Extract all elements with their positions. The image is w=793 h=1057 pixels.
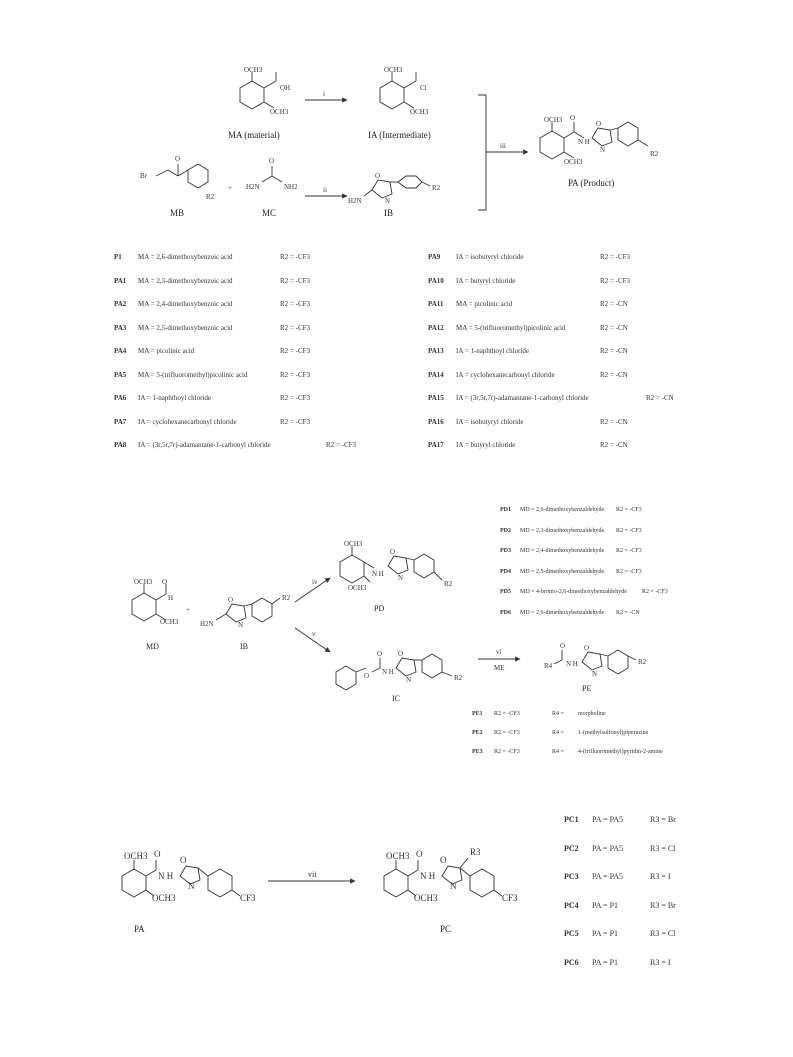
ia-structure xyxy=(380,72,416,109)
compound-id: PA6 xyxy=(114,394,127,402)
compound-r: R2 = -CF3 xyxy=(616,527,642,534)
atom-label: OCH3 xyxy=(414,893,438,903)
compound-pa: PA = P1 xyxy=(592,929,619,938)
compound-r: R2 = -CN xyxy=(600,323,628,332)
step-vii: vii xyxy=(308,870,317,879)
atom-label: R2 xyxy=(432,184,441,192)
atom-label: H2N xyxy=(246,183,260,191)
compound-r3: R3 = Br xyxy=(650,900,676,910)
atom-label: H xyxy=(168,594,174,602)
ib2-structure xyxy=(216,598,280,622)
ib-label: IB xyxy=(384,208,393,218)
compound-r: R2 = -CF3 xyxy=(642,589,668,595)
compound-def: IA = isobutyryl chloride xyxy=(456,417,524,426)
plus: + xyxy=(186,606,190,614)
compound-def: MD = 4-bromo-2,6-dimethoxybenzaldehyde xyxy=(520,589,627,595)
compound-id: PC2 xyxy=(564,843,579,853)
step-v: v xyxy=(312,630,316,638)
compound-def: MD = 2,5-dimethoxybenzaldehyde xyxy=(520,568,605,575)
atom-label: O xyxy=(364,672,370,680)
atom-label: O xyxy=(596,120,602,128)
atom-label: OCH3 xyxy=(270,108,289,116)
compound-r: R2 = -CN xyxy=(600,300,628,308)
step-iii: iii xyxy=(500,142,506,150)
atom-label: OCH3 xyxy=(124,851,148,861)
ic-structure xyxy=(336,654,452,690)
atom-label: OCH3 xyxy=(386,851,410,861)
compound-id: PA5 xyxy=(114,370,127,379)
compound-r4: R4 = xyxy=(552,749,564,755)
compound-def: MA = 2,6-dimethoxybenzoic acid xyxy=(138,253,233,261)
compound-id: PA13 xyxy=(428,347,444,355)
compound-def: MD = 2,6-dimethoxybenzaldehyde xyxy=(520,507,605,513)
compound-def: IA = 1-naphthoyl chloride xyxy=(138,394,211,402)
ma-label: MA (material) xyxy=(228,130,280,140)
compound-r3: R3 = Br xyxy=(650,815,676,824)
compound-id: PA1 xyxy=(114,276,127,285)
compound-def: IA = cyclohexanecarbonyl chloride xyxy=(456,370,555,379)
compound-id: PA10 xyxy=(428,276,444,285)
compound-id: PA15 xyxy=(428,394,444,402)
atom-label: R2 xyxy=(638,658,647,666)
atom-label: O xyxy=(377,650,383,658)
md-label: MD xyxy=(146,642,159,651)
compound-r2: R2 = -CF3 xyxy=(494,749,520,755)
atom-label: O xyxy=(440,855,447,865)
atom-label: O xyxy=(560,642,566,650)
compound-def: IA = cyclohexanecarbonyl chloride xyxy=(138,417,237,426)
ia-label: IA (Intermediate) xyxy=(368,130,431,140)
compound-r3: R3 = I xyxy=(650,872,671,881)
compound-def: MD = 2,3-dimethoxybenzaldehyde xyxy=(520,527,605,534)
mc-label: MC xyxy=(262,208,277,218)
compound-r: R2 = -CN xyxy=(600,370,628,379)
atom-label: O xyxy=(269,157,275,165)
atom-label: R3 xyxy=(470,847,481,857)
ma-structure xyxy=(240,72,276,109)
compound-r: R2 = -CF3 xyxy=(280,323,311,332)
compound-pa: PA = PA5 xyxy=(592,815,624,824)
pa3-label: PA xyxy=(134,924,145,934)
compound-id: PD5 xyxy=(500,589,511,595)
compound-def: IA = 1-naphthoyl chloride xyxy=(456,347,529,355)
compound-id: PA11 xyxy=(428,300,444,308)
compound-id: PC1 xyxy=(564,815,579,824)
compound-id: PC3 xyxy=(564,872,579,881)
atom-label: O xyxy=(390,548,396,556)
atom-label: O xyxy=(570,114,576,122)
compound-id: PD6 xyxy=(500,609,511,616)
compound-r: R2 = -CF3 xyxy=(600,253,631,261)
atom-label: R2 xyxy=(454,674,463,682)
atom-label: O xyxy=(375,172,381,180)
compound-pa: PA = P1 xyxy=(592,957,619,967)
atom-label: O xyxy=(416,849,423,859)
atom-label: R2 xyxy=(206,193,215,201)
step-ii: ii xyxy=(323,186,327,194)
atom-label: N xyxy=(600,146,606,154)
compound-id: PA4 xyxy=(114,347,127,355)
step-vi: vi xyxy=(496,648,502,656)
atom-label: N xyxy=(406,676,412,684)
compound-id: PC4 xyxy=(564,900,579,910)
atom-label: N H xyxy=(420,871,436,881)
atom-label: R2 xyxy=(282,594,291,602)
compound-id: PA12 xyxy=(428,323,444,332)
atom-label: O xyxy=(180,855,187,865)
pc-label: PC xyxy=(440,924,452,934)
compound-r: R2 = -CF3 xyxy=(280,300,311,308)
atom-label: N H xyxy=(158,871,174,881)
compound-pa: PA = P1 xyxy=(592,900,619,910)
compound-def: MA = 2,3-dimethoxybenzoic acid xyxy=(138,276,233,285)
atom-label: O xyxy=(228,596,234,604)
compound-pa: PA = PA5 xyxy=(592,843,624,853)
compound-r: R2 = -CN xyxy=(646,394,674,402)
compound-id: PC6 xyxy=(564,957,579,967)
atom-label: N H xyxy=(578,138,590,146)
atom-label: R2 xyxy=(444,580,453,588)
atom-label: R2 xyxy=(650,150,659,158)
compound-id: PC5 xyxy=(564,929,579,938)
mb-label: MB xyxy=(170,208,185,218)
compound-def: IA = isobutyryl chloride xyxy=(456,253,524,261)
compound-pa: PA = PA5 xyxy=(592,872,624,881)
atom-label: N H xyxy=(382,668,394,676)
atom-label: N H xyxy=(372,570,384,578)
md-structure xyxy=(132,584,166,621)
compound-r: R2 = -CN xyxy=(600,347,628,355)
atom-label: OCH3 xyxy=(152,893,176,903)
compound-r: R2 = -CF3 xyxy=(280,253,311,261)
atom-label: OCH3 xyxy=(544,116,563,124)
compound-def: IA = (3r,5r,7r)-adamantane-1-carbonyl chloride xyxy=(138,441,271,449)
compound-r4: R4 = xyxy=(552,711,564,717)
compound-r: R2 = -CF3 xyxy=(326,441,357,449)
pa3-structure xyxy=(122,860,240,897)
atom-label: H2N xyxy=(348,197,362,205)
compound-r: R2 = -CF3 xyxy=(280,347,311,355)
atom-label: O xyxy=(584,644,590,652)
atom-label: N xyxy=(398,574,404,582)
compound-def: MA = picolinic acid xyxy=(456,300,513,308)
compound-r2: R2 = -CF3 xyxy=(494,711,520,717)
bracket xyxy=(478,95,486,210)
atom-label: N xyxy=(450,881,457,891)
compound-val: 4-(trifluoromethyl)pyridin-2-amine xyxy=(578,749,663,755)
me-label: ME xyxy=(494,664,505,672)
compound-val: morpholine xyxy=(578,711,606,717)
compound-r3: R3 = Cl xyxy=(650,929,676,938)
atom-label: OCH3 xyxy=(564,158,583,166)
atom-label: Br xyxy=(140,172,147,180)
compound-r: R2 = -CN xyxy=(616,609,640,616)
compound-val: 1-(methylsulfonyl)piperazine xyxy=(578,730,649,736)
compound-id: PD1 xyxy=(500,507,511,513)
compound-id: PA16 xyxy=(428,417,444,426)
compound-r: R2 = -CF3 xyxy=(280,276,311,285)
compound-def: IA = (3r,5r,7r)-adamantane-1-carbonyl chloride xyxy=(456,394,589,402)
compound-id: PA7 xyxy=(114,417,127,426)
compound-id: PA3 xyxy=(114,323,127,332)
compound-id: PA17 xyxy=(428,441,444,449)
compound-def: MA = 5-(trifluoromethyl)picolinic acid xyxy=(456,323,566,332)
compound-id: PD4 xyxy=(500,568,511,575)
atom-label: Cl xyxy=(420,84,427,92)
compound-r4: R4 = xyxy=(552,730,564,736)
ib-structure xyxy=(364,176,430,198)
atom-label: O xyxy=(154,849,161,859)
compound-r: R2 = -CN xyxy=(600,441,628,449)
compound-def: MA = picolinic acid xyxy=(138,347,195,355)
atom-label: N xyxy=(592,670,598,678)
mc-structure xyxy=(262,166,282,182)
plus: + xyxy=(228,184,232,192)
atom-label: CF3 xyxy=(502,893,518,903)
compound-r: R2 = -CF3 xyxy=(616,507,642,513)
compound-id: PE2 xyxy=(472,730,483,736)
atom-label: OCH3 xyxy=(244,66,263,74)
atom-label: N H xyxy=(566,660,578,668)
compound-r2: R2 = -CF3 xyxy=(494,730,520,736)
atom-label: O xyxy=(175,155,181,163)
compound-r: R2 = -CF3 xyxy=(280,370,311,379)
pa-structure xyxy=(540,122,648,159)
atom-label: OCH3 xyxy=(160,618,179,626)
atom-label: OH xyxy=(280,84,291,92)
pa-label: PA (Product) xyxy=(568,178,615,188)
step-i: i xyxy=(323,90,325,98)
ic-label: IC xyxy=(392,694,400,703)
mb-structure xyxy=(156,164,208,188)
compound-id: PA2 xyxy=(114,300,127,308)
atom-label: N xyxy=(385,197,391,205)
compound-id: PE3 xyxy=(472,749,483,755)
compound-def: IA = butyryl chloride xyxy=(456,441,516,449)
atom-label: OCH3 xyxy=(344,540,363,548)
compound-def: MD = 2,4-dimethoxybenzaldehyde xyxy=(520,548,605,554)
compound-r: R2 = -CF3 xyxy=(280,394,311,402)
compound-id: PA9 xyxy=(428,253,441,261)
pd-label: PD xyxy=(374,604,385,613)
compound-def: MD = 2,6-dimethoxybenzaldehyde xyxy=(520,609,605,616)
compound-id: PA8 xyxy=(114,441,127,449)
atom-label: OCH3 xyxy=(348,584,367,592)
compound-r: R2 = -CF3 xyxy=(616,568,642,575)
compound-id: PA14 xyxy=(428,370,444,379)
compound-id: P1 xyxy=(114,253,122,261)
compound-def: MA = 2,4-dimethoxybenzoic acid xyxy=(138,300,233,308)
atom-label: NH2 xyxy=(284,183,298,191)
atom-label: O xyxy=(162,578,168,586)
atom-label: O xyxy=(398,650,404,658)
atom-label: N xyxy=(238,621,244,629)
pe-label: PE xyxy=(582,684,592,693)
compound-r: R2 = -CF3 xyxy=(600,276,631,285)
compound-id: PD3 xyxy=(500,548,511,554)
ib2-label: IB xyxy=(240,642,248,651)
compound-def: IA = butyryl chloride xyxy=(456,276,516,285)
atom-label: OCH3 xyxy=(410,108,429,116)
atom-label: OCH3 xyxy=(384,66,403,74)
step-iv: iv xyxy=(312,578,318,586)
compound-def: MA = 5-(trifluoromethyl)picolinic acid xyxy=(138,370,248,379)
atom-label: H2N xyxy=(200,620,214,628)
compound-id: PD2 xyxy=(500,527,511,534)
compound-id: PE1 xyxy=(472,711,483,717)
compound-r: R2 = -CN xyxy=(600,417,628,426)
compound-r3: R3 = Cl xyxy=(650,843,676,853)
atom-label: CF3 xyxy=(240,893,256,903)
atom-label: N xyxy=(188,881,195,891)
atom-label: OCH3 xyxy=(134,578,153,586)
compound-def: MA = 2,5-dimethoxybenzoic acid xyxy=(138,323,233,332)
compound-r3: R3 = I xyxy=(650,957,671,967)
compound-r: R2 = -CF3 xyxy=(280,417,311,426)
atom-label: R4 xyxy=(544,662,553,670)
compound-r: R2 = -CF3 xyxy=(616,548,642,554)
